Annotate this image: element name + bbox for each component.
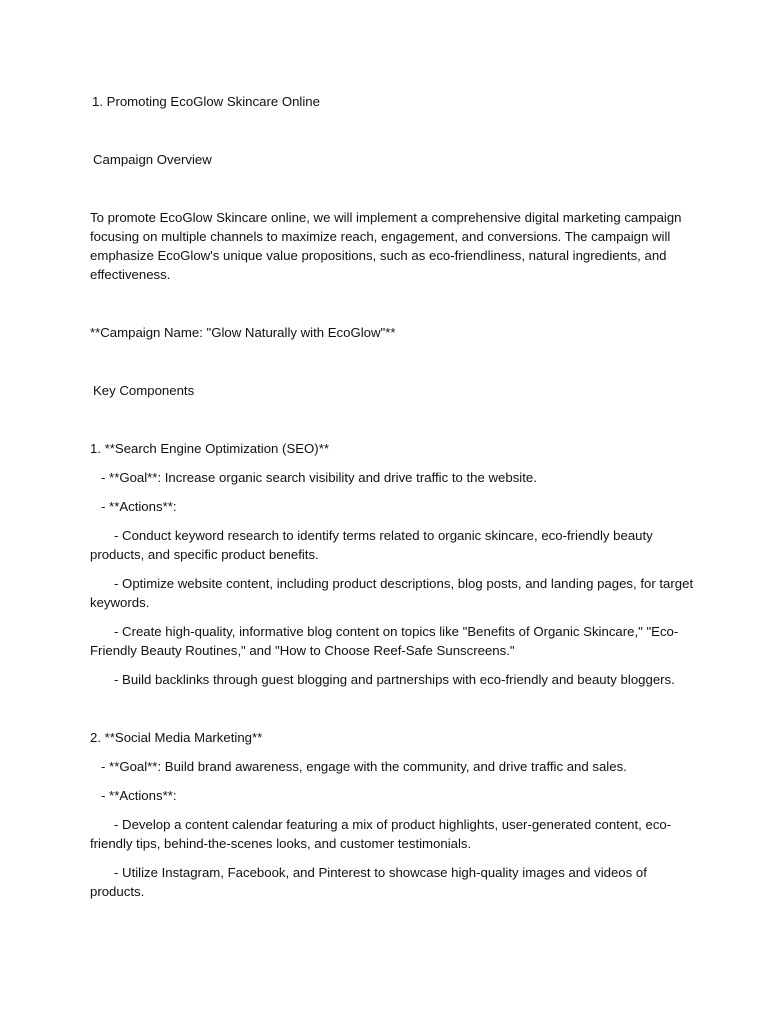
- seo-heading: 1. **Search Engine Optimization (SEO)**: [90, 441, 329, 456]
- overview-heading: Campaign Overview: [93, 152, 212, 167]
- seo-action-3-line-2: Friendly Beauty Routines," and "How to Choose Reef-Safe Sunscreens.": [90, 643, 515, 658]
- seo-action-4: - Build backlinks through guest blogging and partnerships with eco-friendly and beauty bloggers.: [114, 672, 675, 687]
- document-title: 1. Promoting EcoGlow Skincare Online: [92, 94, 320, 109]
- social-action-1-line-2: friendly tips, behind-the-scenes looks, and customer testimonials.: [90, 836, 472, 851]
- overview-text-line-4: effectiveness.: [90, 267, 171, 282]
- overview-text-line-3: emphasize EcoGlow's unique value propositions, such as eco-friendliness, natural ingredients, and: [90, 248, 667, 263]
- seo-action-1-line-1: - Conduct keyword research to identify terms related to organic skincare, eco-friendly beauty: [114, 528, 653, 543]
- seo-goal: - **Goal**: Increase organic search visibility and drive traffic to the website.: [101, 470, 537, 485]
- social-heading: 2. **Social Media Marketing**: [90, 730, 263, 745]
- campaign-name: **Campaign Name: "Glow Naturally with EcoGlow"**: [90, 325, 396, 340]
- seo-action-3-line-1: - Create high-quality, informative blog content on topics like "Benefits of Organic Skincare," "Eco-: [114, 624, 679, 639]
- seo-action-1-line-2: products, and specific product benefits.: [90, 547, 319, 562]
- overview-text-line-1: To promote EcoGlow Skincare online, we will implement a comprehensive digital marketing campaign: [90, 210, 682, 225]
- seo-action-2-line-2: keywords.: [90, 595, 150, 610]
- social-action-2-line-2: products.: [90, 884, 145, 899]
- social-goal: - **Goal**: Build brand awareness, engage with the community, and drive traffic and sales.: [101, 759, 627, 774]
- seo-actions-label: - **Actions**:: [101, 499, 177, 514]
- overview-text-line-2: focusing on multiple channels to maximize reach, engagement, and conversions. The campaign will: [90, 229, 671, 244]
- social-action-2-line-1: - Utilize Instagram, Facebook, and Pinterest to showcase high-quality images and videos of: [114, 865, 647, 880]
- social-action-1-line-1: - Develop a content calendar featuring a mix of product highlights, user-generated content, eco-: [114, 817, 672, 832]
- seo-action-2-line-1: - Optimize website content, including product descriptions, blog posts, and landing pages, for target: [114, 576, 694, 591]
- key-components-heading: Key Components: [93, 383, 195, 398]
- social-actions-label: - **Actions**:: [101, 788, 177, 803]
